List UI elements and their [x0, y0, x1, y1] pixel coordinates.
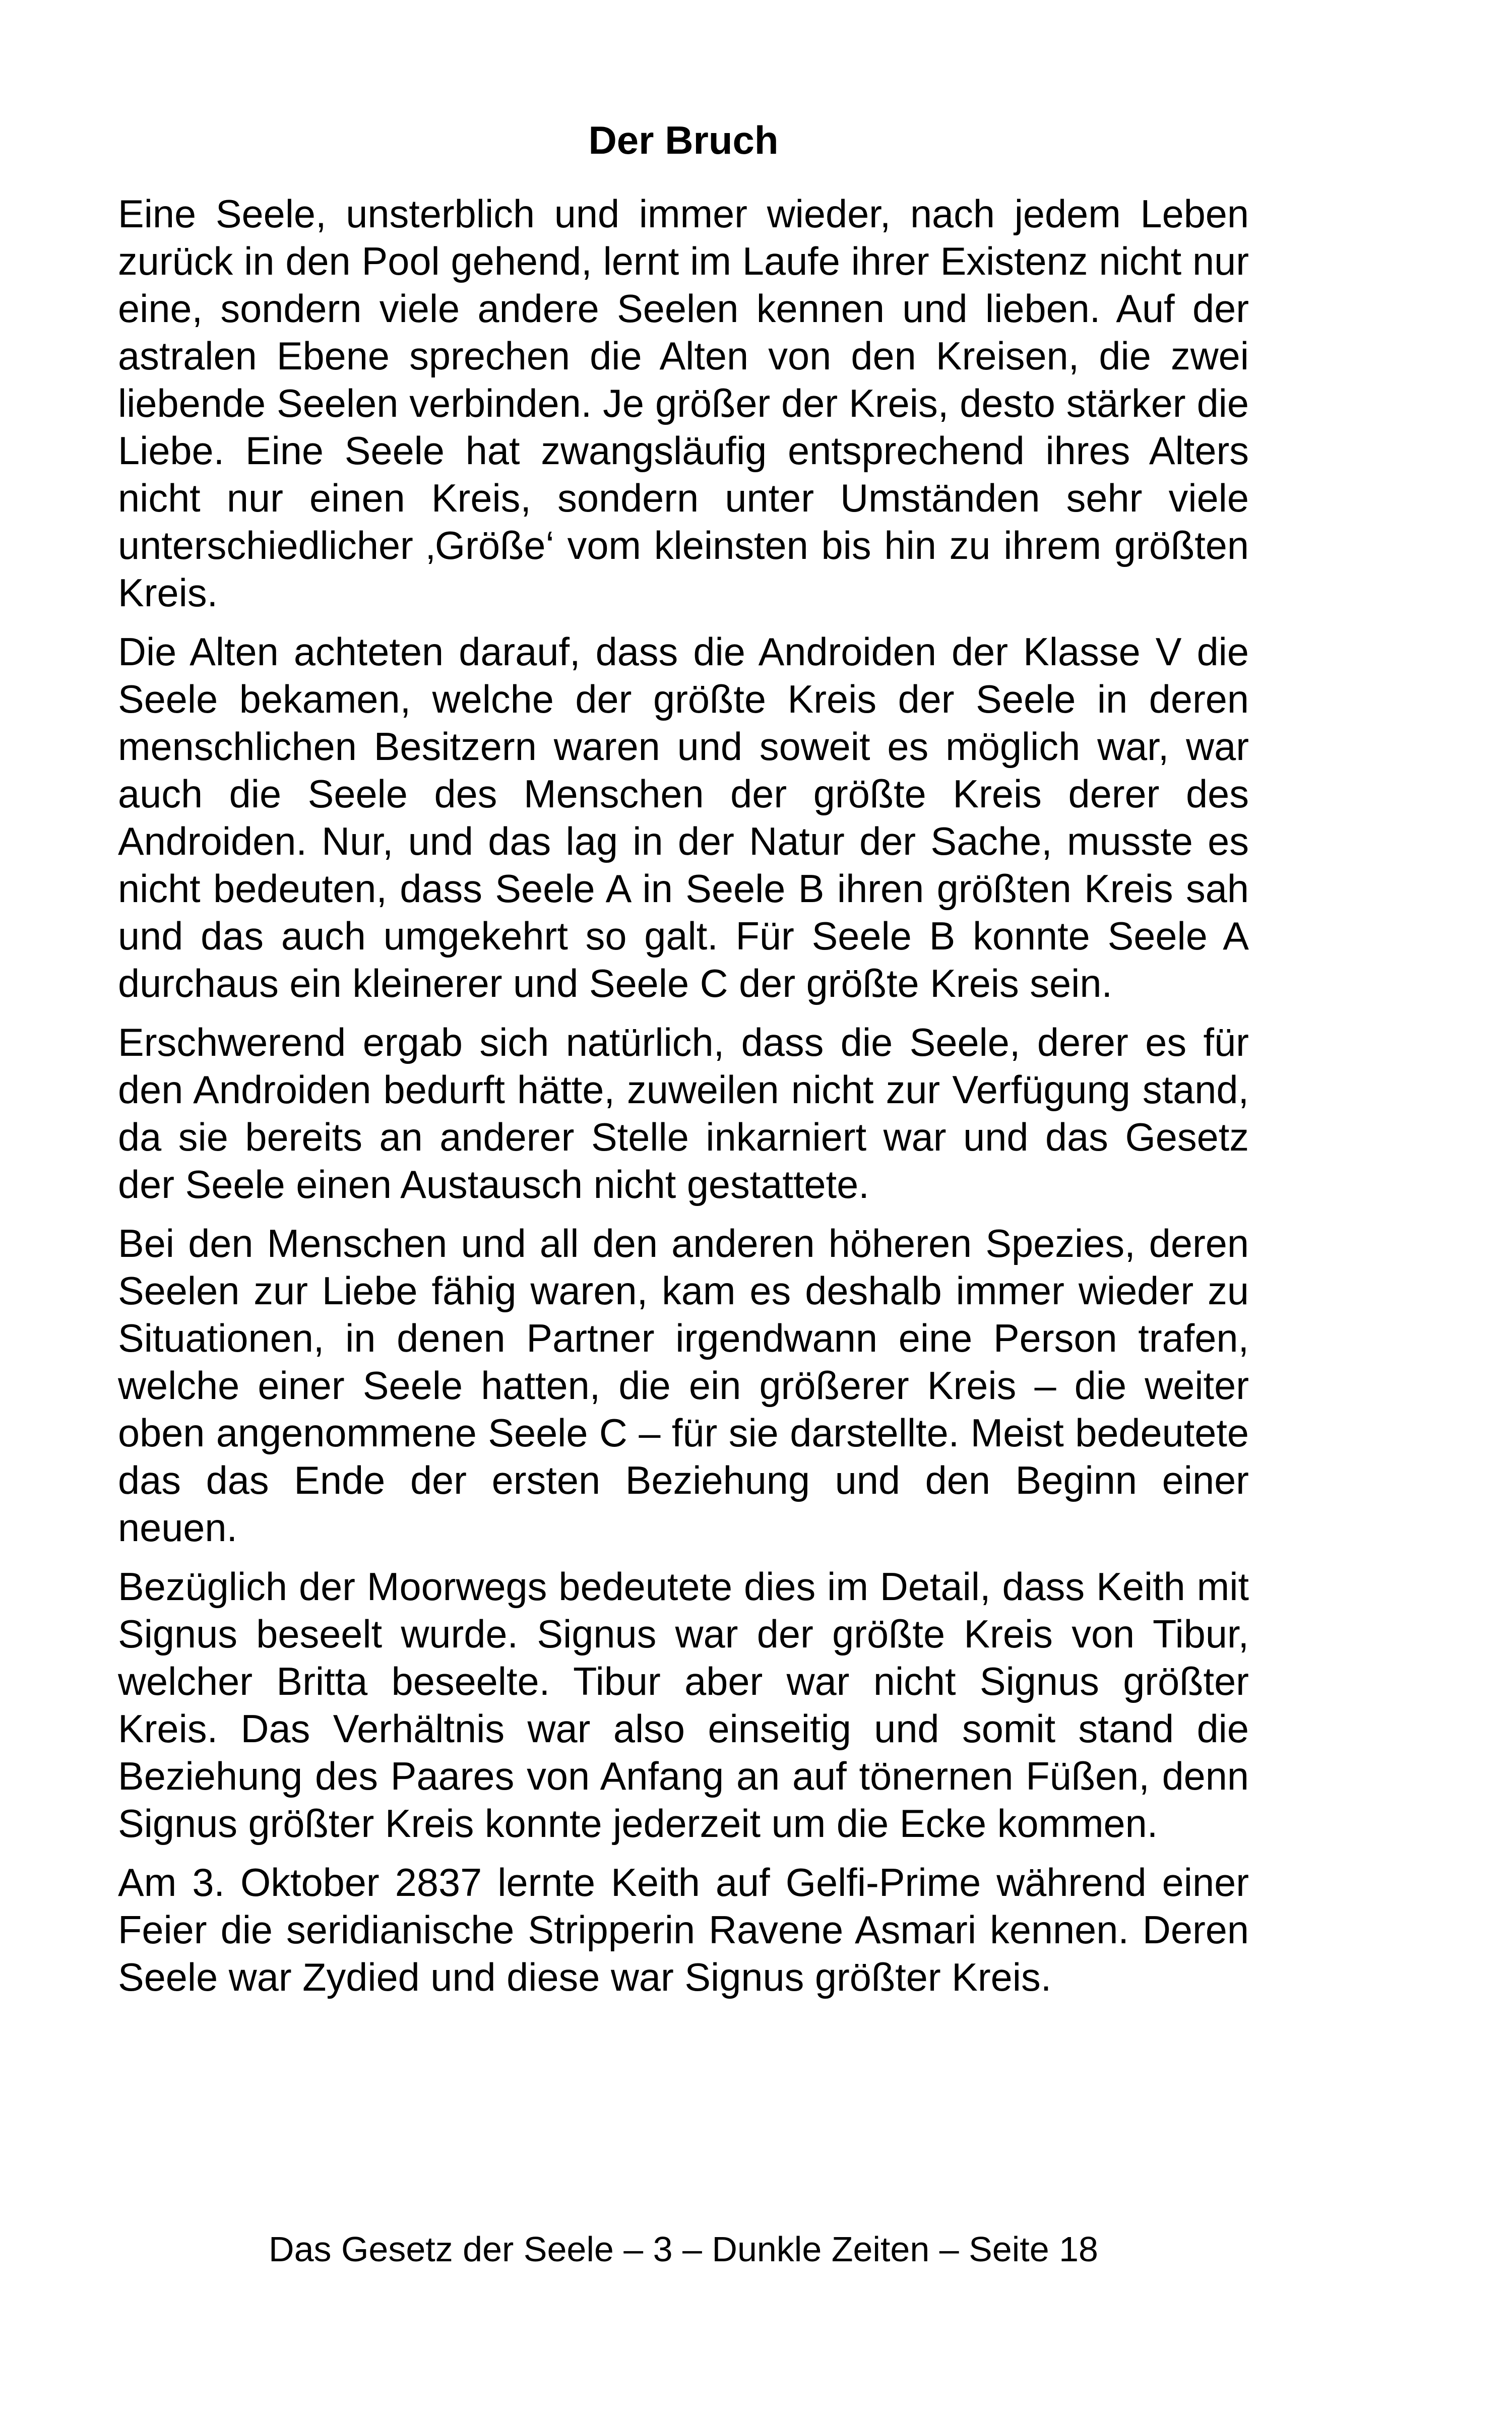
page-footer: Das Gesetz der Seele – 3 – Dunkle Zeiten – Seite 18 [269, 2230, 1098, 2269]
paragraph-2: Die Alten achteten darauf, dass die Androiden der Klasse V die Seele bekamen, welche der größte Kreis der Seele in deren menschlichen Besitzern waren und soweit es möglich war, war auch die Seele des Menschen der größte Kreis derer des Androiden. Nur, und das lag in der Natur der Sache, musste es nicht bedeuten, dass Seele A in Seele B ihren größten Kreis sah und das auch umgekehrt so galt. Für Seele B konnte Seele A durchaus ein kleinerer und Seele C der größte Kreis sein. [118, 630, 1249, 1005]
paragraph-3: Erschwerend ergab sich natürlich, dass die Seele, derer es für den Androiden bedurft hätte, zuweilen nicht zur Verfügung stand, da sie bereits an anderer Stelle inkarniert war und das Gesetz der Seele einen Austausch nicht gestattete. [118, 1021, 1249, 1206]
paragraph-1: Eine Seele, unsterblich und immer wieder, nach jedem Leben zurück in den Pool gehend, lernt im Laufe ihrer Existenz nicht nur eine, sondern viele andere Seelen kennen und lieben. Auf der astralen Ebene sprechen die Alten von den Kreisen, die zwei liebende Seelen verbinden. Je größer der Kreis, desto stärker die Liebe. Eine Seele hat zwangsläufig entsprechend ihres Alters nicht nur einen Kreis, sondern unter Umständen sehr viele unterschiedlicher ‚Größe‘ vom kleinsten bis hin zu ihrem größten Kreis. [118, 193, 1249, 615]
paragraph-4: Bei den Menschen und all den anderen höheren Spezies, deren Seelen zur Liebe fähig waren, kam es deshalb immer wieder zu Situationen, in denen Partner irgendwann eine Person trafen, welche einer Seele hatten, die ein größerer Kreis – die weiter oben angenommene Seele C – für sie darstellte. Meist bedeutete das das Ende der ersten Beziehung und den Beginn einer neuen. [118, 1222, 1249, 1550]
paragraph-5: Bezüglich der Moorwegs bedeutete dies im Detail, dass Keith mit Signus beseelt wurde. Signus war der größte Kreis von Tibur, welcher Britta beseelte. Tibur aber war nicht Signus größter Kreis. Das Verhältnis war also einseitig und somit stand die Beziehung des Paares von Anfang an auf tönernen Füßen, denn Signus größter Kreis konnte jederzeit um die Ecke kommen. [118, 1565, 1249, 1846]
chapter-title: Der Bruch [588, 118, 779, 162]
paragraph-6: Am 3. Oktober 2837 lernte Keith auf Gelfi-Prime während einer Feier die seridianische Stripperin Ravene Asmari kennen. Deren Seele war Zydied und diese war Signus größter Kreis. [118, 1861, 1249, 1999]
chapter-body [118, 190, 1249, 2013]
